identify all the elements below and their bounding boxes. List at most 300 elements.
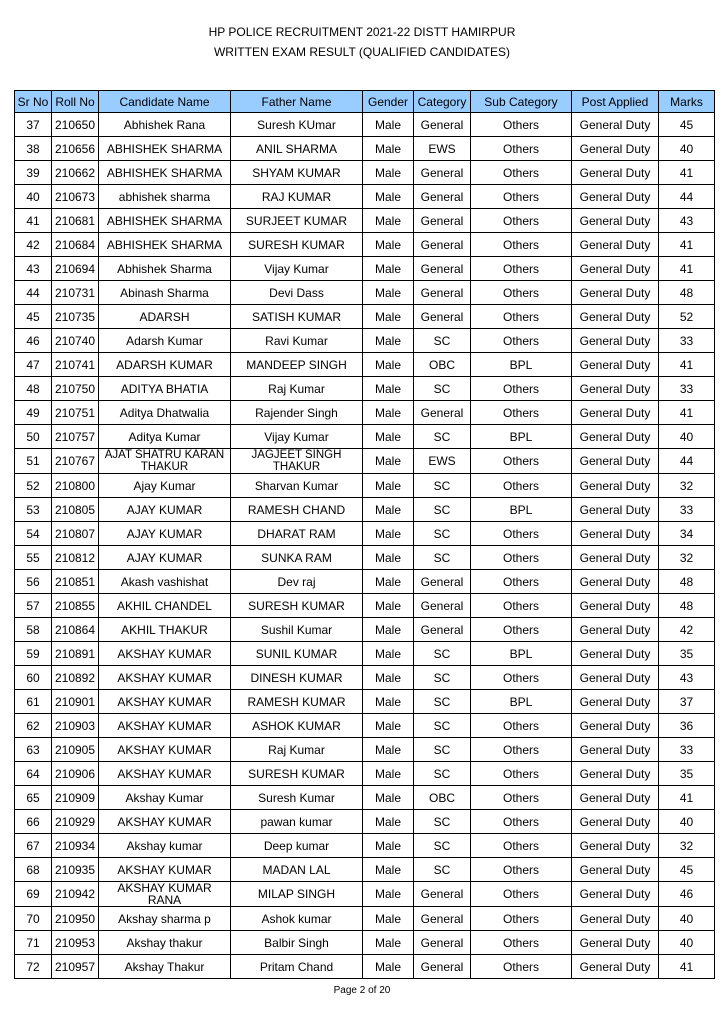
cell-post-applied: General Duty [572, 401, 659, 425]
cell-candidate-name: AKHIL CHANDEL [99, 594, 231, 618]
cell-gender: Male [363, 714, 414, 738]
cell-candidate-name: abhishek sharma [99, 185, 231, 209]
cell-father-name: pawan kumar [231, 810, 363, 834]
cell-candidate-name: Aditya Kumar [99, 425, 231, 449]
cell-marks: 45 [659, 113, 715, 137]
cell-post-applied: General Duty [572, 546, 659, 570]
cell-sr-no: 70 [15, 907, 52, 931]
cell-gender: Male [363, 257, 414, 281]
cell-roll-no: 210953 [52, 931, 99, 955]
cell-candidate-name: AKSHAY KUMAR RANA [99, 882, 231, 907]
cell-marks: 41 [659, 786, 715, 810]
cell-sr-no: 71 [15, 931, 52, 955]
cell-sub-category: Others [471, 666, 572, 690]
cell-father-name: Suresh KUmar [231, 113, 363, 137]
cell-post-applied: General Duty [572, 931, 659, 955]
cell-sub-category: Others [471, 570, 572, 594]
table-row [15, 786, 715, 810]
cell-sub-category: Others [471, 401, 572, 425]
cell-gender: Male [363, 882, 414, 907]
cell-candidate-name: AJAT SHATRU KARAN THAKUR [99, 449, 231, 474]
cell-gender: Male [363, 762, 414, 786]
cell-category: General [414, 570, 471, 594]
cell-marks: 33 [659, 329, 715, 353]
cell-post-applied: General Duty [572, 570, 659, 594]
cell-roll-no: 210650 [52, 113, 99, 137]
cell-sr-no: 42 [15, 233, 52, 257]
cell-category: SC [414, 329, 471, 353]
table-row [15, 474, 715, 498]
cell-sr-no: 52 [15, 474, 52, 498]
cell-post-applied: General Duty [572, 738, 659, 762]
cell-father-name: Dev raj [231, 570, 363, 594]
cell-gender: Male [363, 185, 414, 209]
cell-candidate-name: AKSHAY KUMAR [99, 690, 231, 714]
cell-roll-no: 210942 [52, 882, 99, 907]
cell-sr-no: 44 [15, 281, 52, 305]
cell-sr-no: 67 [15, 834, 52, 858]
cell-category: SC [414, 738, 471, 762]
cell-roll-no: 210751 [52, 401, 99, 425]
cell-roll-no: 210662 [52, 161, 99, 185]
cell-father-name: Sharvan Kumar [231, 474, 363, 498]
cell-marks: 37 [659, 690, 715, 714]
cell-sr-no: 50 [15, 425, 52, 449]
table-row [15, 666, 715, 690]
cell-sr-no: 39 [15, 161, 52, 185]
cell-marks: 35 [659, 762, 715, 786]
cell-roll-no: 210892 [52, 666, 99, 690]
table-row [15, 233, 715, 257]
cell-marks: 40 [659, 810, 715, 834]
cell-sr-no: 49 [15, 401, 52, 425]
cell-sr-no: 43 [15, 257, 52, 281]
cell-marks: 45 [659, 858, 715, 882]
cell-candidate-name: AKSHAY KUMAR [99, 762, 231, 786]
table-row [15, 281, 715, 305]
cell-post-applied: General Duty [572, 377, 659, 401]
cell-sr-no: 65 [15, 786, 52, 810]
cell-post-applied: General Duty [572, 449, 659, 474]
cell-candidate-name: Akash vashishat [99, 570, 231, 594]
cell-category: EWS [414, 137, 471, 161]
cell-father-name: MADAN LAL [231, 858, 363, 882]
column-header-category: Category [414, 91, 471, 113]
cell-category: SC [414, 858, 471, 882]
cell-sr-no: 64 [15, 762, 52, 786]
cell-sub-category: Others [471, 594, 572, 618]
cell-post-applied: General Duty [572, 955, 659, 979]
table-row [15, 858, 715, 882]
cell-roll-no: 210934 [52, 834, 99, 858]
cell-sr-no: 53 [15, 498, 52, 522]
cell-father-name: Rajender Singh [231, 401, 363, 425]
cell-sr-no: 38 [15, 137, 52, 161]
cell-category: SC [414, 642, 471, 666]
cell-gender: Male [363, 522, 414, 546]
cell-post-applied: General Duty [572, 137, 659, 161]
cell-gender: Male [363, 931, 414, 955]
cell-category: General [414, 618, 471, 642]
cell-marks: 44 [659, 449, 715, 474]
cell-father-name: SURESH KUMAR [231, 594, 363, 618]
cell-father-name: DINESH KUMAR [231, 666, 363, 690]
cell-roll-no: 210740 [52, 329, 99, 353]
cell-roll-no: 210735 [52, 305, 99, 329]
cell-sr-no: 66 [15, 810, 52, 834]
table-row [15, 257, 715, 281]
cell-father-name: Ashok kumar [231, 907, 363, 931]
cell-gender: Male [363, 425, 414, 449]
cell-roll-no: 210864 [52, 618, 99, 642]
cell-sub-category: Others [471, 377, 572, 401]
cell-gender: Male [363, 401, 414, 425]
cell-father-name: Vijay Kumar [231, 257, 363, 281]
cell-candidate-name: ABHISHEK SHARMA [99, 137, 231, 161]
table-row [15, 955, 715, 979]
cell-sr-no: 62 [15, 714, 52, 738]
table-row [15, 137, 715, 161]
cell-marks: 40 [659, 931, 715, 955]
cell-post-applied: General Duty [572, 353, 659, 377]
cell-sub-category: Others [471, 810, 572, 834]
table-row [15, 690, 715, 714]
cell-father-name: Ravi Kumar [231, 329, 363, 353]
cell-father-name: DHARAT RAM [231, 522, 363, 546]
cell-category: SC [414, 522, 471, 546]
cell-marks: 36 [659, 714, 715, 738]
cell-sr-no: 41 [15, 209, 52, 233]
cell-candidate-name: AKSHAY KUMAR [99, 714, 231, 738]
cell-post-applied: General Duty [572, 474, 659, 498]
cell-gender: Male [363, 618, 414, 642]
cell-post-applied: General Duty [572, 762, 659, 786]
cell-roll-no: 210851 [52, 570, 99, 594]
cell-sub-category: Others [471, 786, 572, 810]
cell-candidate-name: ABHISHEK SHARMA [99, 209, 231, 233]
column-header-father-name: Father Name [231, 91, 363, 113]
cell-marks: 41 [659, 353, 715, 377]
cell-father-name: Vijay Kumar [231, 425, 363, 449]
cell-father-name: RAJ KUMAR [231, 185, 363, 209]
cell-post-applied: General Duty [572, 834, 659, 858]
cell-candidate-name: AKSHAY KUMAR [99, 642, 231, 666]
cell-sub-category: Others [471, 257, 572, 281]
cell-marks: 41 [659, 257, 715, 281]
cell-category: SC [414, 425, 471, 449]
table-row [15, 570, 715, 594]
cell-post-applied: General Duty [572, 618, 659, 642]
cell-post-applied: General Duty [572, 113, 659, 137]
table-row [15, 209, 715, 233]
cell-post-applied: General Duty [572, 810, 659, 834]
cell-roll-no: 210800 [52, 474, 99, 498]
cell-category: EWS [414, 449, 471, 474]
cell-marks: 42 [659, 618, 715, 642]
cell-sr-no: 45 [15, 305, 52, 329]
cell-roll-no: 210767 [52, 449, 99, 474]
cell-candidate-name: Ajay Kumar [99, 474, 231, 498]
cell-sub-category: Others [471, 185, 572, 209]
cell-post-applied: General Duty [572, 185, 659, 209]
cell-sub-category: Others [471, 161, 572, 185]
table-row [15, 449, 715, 474]
cell-marks: 48 [659, 594, 715, 618]
cell-father-name: SURJEET KUMAR [231, 209, 363, 233]
cell-marks: 52 [659, 305, 715, 329]
cell-gender: Male [363, 690, 414, 714]
cell-roll-no: 210656 [52, 137, 99, 161]
table-row [15, 305, 715, 329]
cell-category: General [414, 281, 471, 305]
column-header-candidate-name: Candidate Name [99, 91, 231, 113]
cell-roll-no: 210891 [52, 642, 99, 666]
table-row [15, 714, 715, 738]
cell-marks: 32 [659, 834, 715, 858]
cell-gender: Male [363, 209, 414, 233]
cell-candidate-name: Abinash Sharma [99, 281, 231, 305]
cell-roll-no: 210805 [52, 498, 99, 522]
cell-sub-category: Others [471, 762, 572, 786]
cell-sr-no: 68 [15, 858, 52, 882]
cell-father-name: MILAP SINGH [231, 882, 363, 907]
cell-candidate-name: Akshay Kumar [99, 786, 231, 810]
cell-roll-no: 210731 [52, 281, 99, 305]
cell-sub-category: Others [471, 955, 572, 979]
cell-marks: 41 [659, 233, 715, 257]
cell-marks: 48 [659, 570, 715, 594]
cell-sr-no: 56 [15, 570, 52, 594]
cell-sub-category: Others [471, 233, 572, 257]
table-row [15, 834, 715, 858]
cell-gender: Male [363, 955, 414, 979]
cell-marks: 46 [659, 882, 715, 907]
cell-sub-category: Others [471, 546, 572, 570]
cell-gender: Male [363, 233, 414, 257]
table-row [15, 618, 715, 642]
cell-gender: Male [363, 113, 414, 137]
cell-gender: Male [363, 810, 414, 834]
cell-roll-no: 210807 [52, 522, 99, 546]
cell-father-name: ASHOK KUMAR [231, 714, 363, 738]
cell-marks: 41 [659, 401, 715, 425]
cell-father-name: JAGJEET SINGH THAKUR [231, 449, 363, 474]
cell-sub-category: Others [471, 137, 572, 161]
cell-category: General [414, 233, 471, 257]
cell-roll-no: 210855 [52, 594, 99, 618]
cell-father-name: MANDEEP SINGH [231, 353, 363, 377]
cell-candidate-name: Abhishek Rana [99, 113, 231, 137]
cell-post-applied: General Duty [572, 233, 659, 257]
cell-gender: Male [363, 305, 414, 329]
cell-candidate-name: Akshay thakur [99, 931, 231, 955]
cell-sr-no: 37 [15, 113, 52, 137]
cell-marks: 48 [659, 281, 715, 305]
cell-sub-category: Others [471, 209, 572, 233]
cell-candidate-name: AKSHAY KUMAR [99, 810, 231, 834]
cell-roll-no: 210929 [52, 810, 99, 834]
cell-sr-no: 63 [15, 738, 52, 762]
table-row [15, 161, 715, 185]
cell-post-applied: General Duty [572, 858, 659, 882]
cell-sub-category: Others [471, 329, 572, 353]
cell-father-name: Raj Kumar [231, 738, 363, 762]
cell-gender: Male [363, 738, 414, 762]
cell-father-name: RAMESH KUMAR [231, 690, 363, 714]
cell-marks: 44 [659, 185, 715, 209]
cell-candidate-name: Akshay sharma p [99, 907, 231, 931]
cell-category: General [414, 882, 471, 907]
cell-sr-no: 54 [15, 522, 52, 546]
cell-father-name: Suresh Kumar [231, 786, 363, 810]
cell-post-applied: General Duty [572, 642, 659, 666]
cell-marks: 32 [659, 546, 715, 570]
cell-category: SC [414, 666, 471, 690]
cell-sr-no: 60 [15, 666, 52, 690]
cell-candidate-name: Abhishek Sharma [99, 257, 231, 281]
cell-sr-no: 57 [15, 594, 52, 618]
cell-category: SC [414, 377, 471, 401]
cell-candidate-name: ABHISHEK SHARMA [99, 161, 231, 185]
cell-sub-category: Others [471, 281, 572, 305]
document-title: HP POLICE RECRUITMENT 2021-22 DISTT HAMIRPUR [208, 25, 516, 39]
cell-marks: 40 [659, 907, 715, 931]
cell-candidate-name: AKSHAY KUMAR [99, 858, 231, 882]
column-header-post-applied: Post Applied [572, 91, 659, 113]
cell-post-applied: General Duty [572, 907, 659, 931]
cell-sr-no: 59 [15, 642, 52, 666]
table-row [15, 594, 715, 618]
cell-roll-no: 210694 [52, 257, 99, 281]
cell-post-applied: General Duty [572, 305, 659, 329]
cell-sr-no: 55 [15, 546, 52, 570]
cell-marks: 43 [659, 209, 715, 233]
cell-gender: Male [363, 137, 414, 161]
page-number: Page 2 of 20 [333, 985, 391, 996]
cell-father-name: Balbir Singh [231, 931, 363, 955]
table-row [15, 185, 715, 209]
table-row [15, 931, 715, 955]
cell-post-applied: General Duty [572, 594, 659, 618]
cell-sr-no: 40 [15, 185, 52, 209]
table-row [15, 113, 715, 137]
cell-father-name: Pritam Chand [231, 955, 363, 979]
column-header-sub-category: Sub Category [471, 91, 572, 113]
cell-category: General [414, 209, 471, 233]
cell-candidate-name: ADITYA BHATIA [99, 377, 231, 401]
cell-category: General [414, 257, 471, 281]
cell-father-name: Raj Kumar [231, 377, 363, 401]
cell-post-applied: General Duty [572, 882, 659, 907]
cell-marks: 41 [659, 955, 715, 979]
cell-gender: Male [363, 666, 414, 690]
cell-gender: Male [363, 834, 414, 858]
cell-sub-category: Others [471, 449, 572, 474]
cell-roll-no: 210757 [52, 425, 99, 449]
table-row [15, 353, 715, 377]
cell-sr-no: 47 [15, 353, 52, 377]
cell-marks: 33 [659, 738, 715, 762]
table-row [15, 377, 715, 401]
table-body [15, 113, 715, 979]
cell-father-name: Deep kumar [231, 834, 363, 858]
cell-gender: Male [363, 594, 414, 618]
cell-category: General [414, 594, 471, 618]
cell-sub-category: BPL [471, 498, 572, 522]
cell-sr-no: 72 [15, 955, 52, 979]
cell-marks: 41 [659, 161, 715, 185]
cell-father-name: Devi Dass [231, 281, 363, 305]
table-row [15, 738, 715, 762]
cell-father-name: SUNIL KUMAR [231, 642, 363, 666]
cell-sub-category: Others [471, 834, 572, 858]
table-header-row [15, 91, 715, 113]
cell-marks: 43 [659, 666, 715, 690]
cell-marks: 40 [659, 137, 715, 161]
cell-category: OBC [414, 353, 471, 377]
cell-candidate-name: Akshay kumar [99, 834, 231, 858]
cell-category: General [414, 185, 471, 209]
cell-sub-category: Others [471, 522, 572, 546]
cell-roll-no: 210906 [52, 762, 99, 786]
cell-candidate-name: AKHIL THAKUR [99, 618, 231, 642]
table-row [15, 882, 715, 907]
cell-sub-category: Others [471, 305, 572, 329]
document-subtitle: WRITTEN EXAM RESULT (QUALIFIED CANDIDATES) [213, 45, 511, 59]
cell-candidate-name: AKSHAY KUMAR [99, 666, 231, 690]
cell-category: SC [414, 498, 471, 522]
cell-category: SC [414, 546, 471, 570]
cell-gender: Male [363, 786, 414, 810]
cell-sub-category: BPL [471, 425, 572, 449]
table-row [15, 498, 715, 522]
cell-post-applied: General Duty [572, 257, 659, 281]
cell-sub-category: Others [471, 738, 572, 762]
cell-post-applied: General Duty [572, 161, 659, 185]
table-row [15, 522, 715, 546]
cell-sub-category: BPL [471, 642, 572, 666]
cell-marks: 32 [659, 474, 715, 498]
cell-sub-category: Others [471, 474, 572, 498]
cell-roll-no: 210684 [52, 233, 99, 257]
cell-candidate-name: Akshay Thakur [99, 955, 231, 979]
cell-father-name: SATISH KUMAR [231, 305, 363, 329]
cell-sub-category: Others [471, 907, 572, 931]
cell-gender: Male [363, 858, 414, 882]
cell-category: General [414, 305, 471, 329]
cell-sr-no: 69 [15, 882, 52, 907]
cell-post-applied: General Duty [572, 329, 659, 353]
cell-sub-category: Others [471, 931, 572, 955]
cell-roll-no: 210957 [52, 955, 99, 979]
cell-marks: 34 [659, 522, 715, 546]
cell-roll-no: 210950 [52, 907, 99, 931]
cell-post-applied: General Duty [572, 522, 659, 546]
table-row [15, 762, 715, 786]
cell-father-name: ANIL SHARMA [231, 137, 363, 161]
cell-sr-no: 51 [15, 449, 52, 474]
cell-post-applied: General Duty [572, 786, 659, 810]
cell-post-applied: General Duty [572, 209, 659, 233]
cell-father-name: Sushil Kumar [231, 618, 363, 642]
results-table [14, 90, 715, 979]
cell-roll-no: 210750 [52, 377, 99, 401]
cell-gender: Male [363, 642, 414, 666]
cell-category: SC [414, 810, 471, 834]
cell-gender: Male [363, 281, 414, 305]
cell-post-applied: General Duty [572, 425, 659, 449]
cell-sub-category: Others [471, 714, 572, 738]
